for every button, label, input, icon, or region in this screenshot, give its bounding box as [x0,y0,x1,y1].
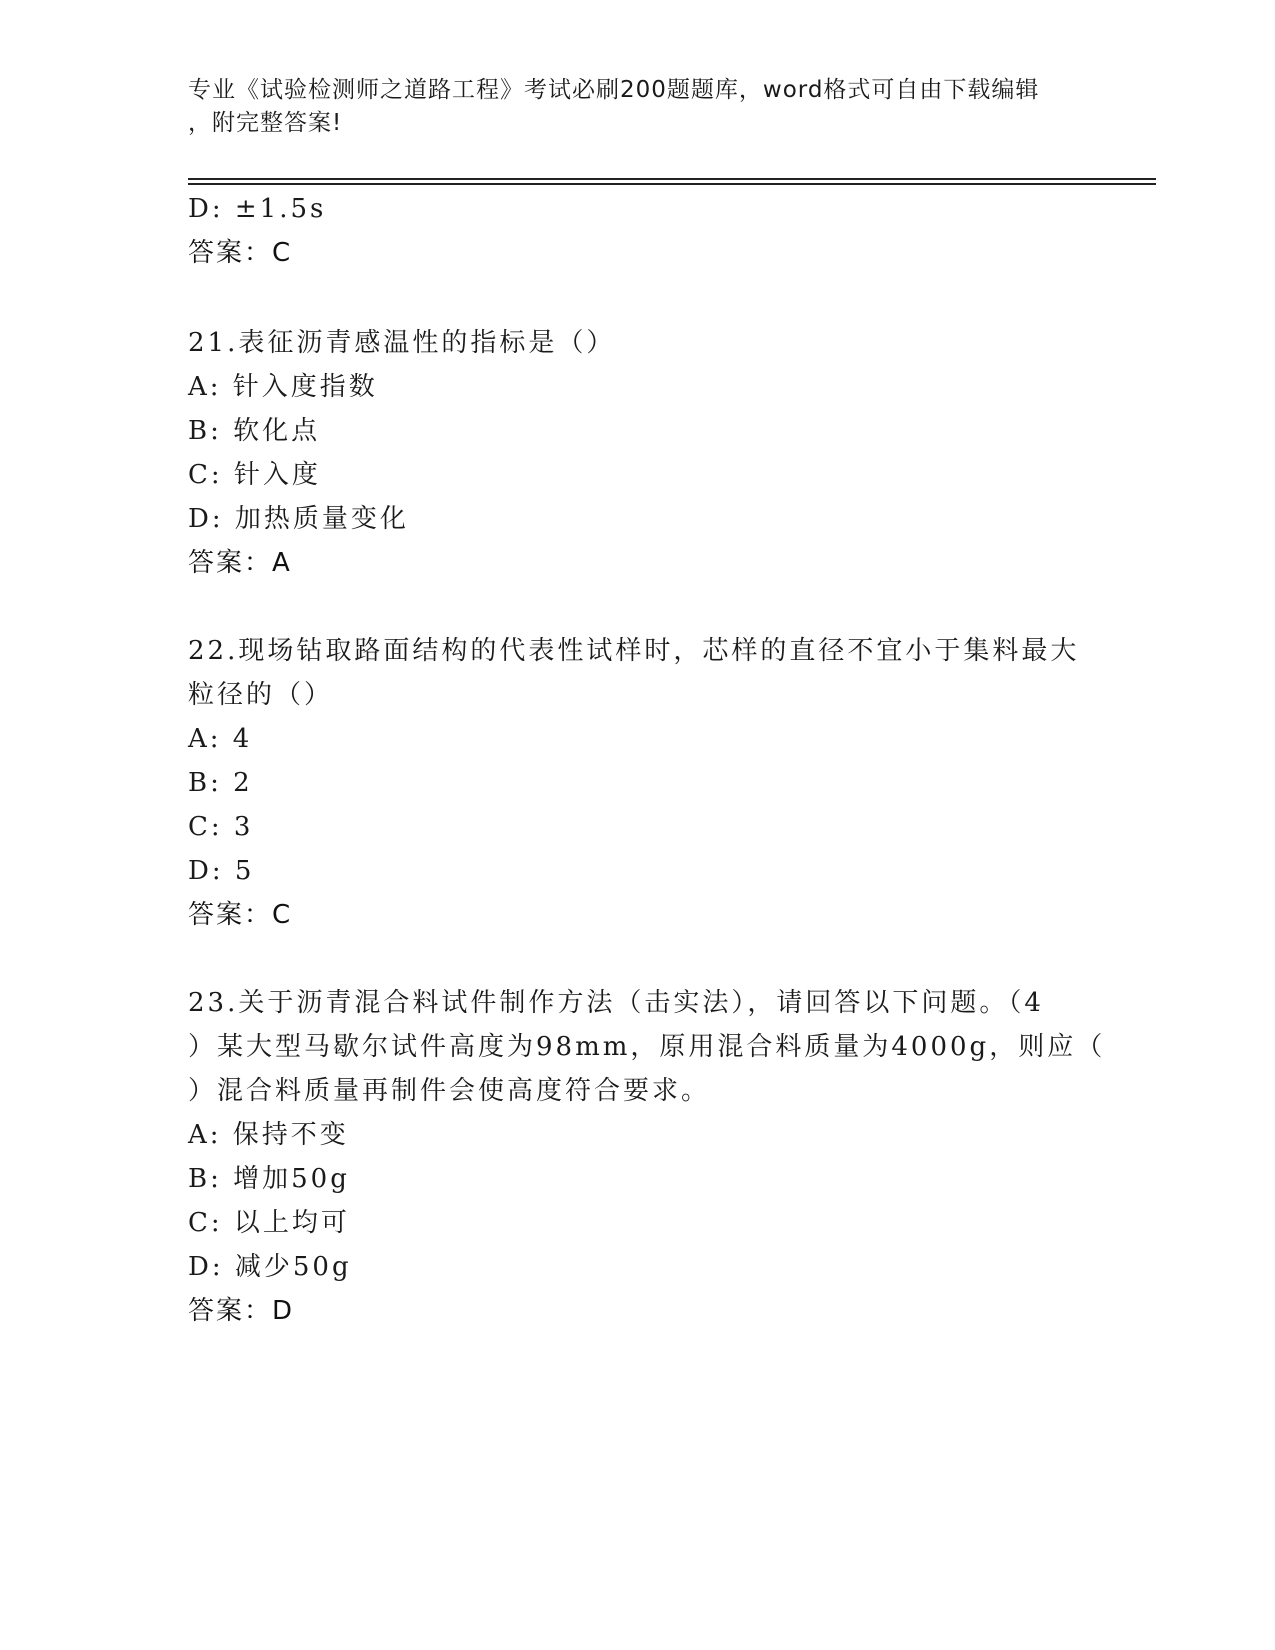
document-header [188,74,1088,140]
q23-option-b: B: 增加50g [188,1164,350,1194]
q21-answer: 答案：A [188,548,292,578]
header-line-1: 专业《试验检测师之道路工程》考试必刷200题题库，word格式可自由下载编辑 [188,77,1040,103]
q22-answer: 答案：C [188,900,293,930]
q22-option-b: B: 2 [188,768,253,798]
q23-stem-line-3: ）混合料质量再制件会使高度符合要求。 [188,1076,711,1106]
q23-stem-line-2: ）某大型马歇尔试件高度为98mm，原用混合料质量为4000g，则应（ [188,1032,1106,1062]
q23-stem-line-1: 23.关于沥青混合料试件制作方法（击实法），请回答以下问题。（4 [188,988,1044,1018]
q22-option-d: D: 5 [188,856,255,886]
q23-option-d: D: 减少50g [188,1252,352,1282]
q22-option-a: A: 4 [188,724,253,754]
q22-stem-line-1: 22.现场钻取路面结构的代表性试样时，芯样的直径不宜小于集料最大 [188,636,1080,666]
q23-option-c: C: 以上均可 [188,1208,350,1238]
prev-answer: 答案：C [188,238,293,268]
header-divider-bottom [188,183,1156,185]
q21-option-b: B: 软化点 [188,416,321,446]
prev-option-d: D: ±1.5s [188,194,327,224]
header-divider-top [188,178,1156,180]
q21-option-d: D: 加热质量变化 [188,504,409,534]
q21-option-a: A: 针入度指数 [188,372,378,402]
q23-answer: 答案：D [188,1296,295,1326]
q21-stem: 21.表征沥青感温性的指标是（） [188,328,616,358]
q23-option-a: A: 保持不变 [188,1120,349,1150]
q22-stem-line-2: 粒径的（） [188,680,334,710]
header-line-2: ，附完整答案! [188,110,343,136]
q22-option-c: C: 3 [188,812,254,842]
q21-option-c: C: 针入度 [188,460,321,490]
